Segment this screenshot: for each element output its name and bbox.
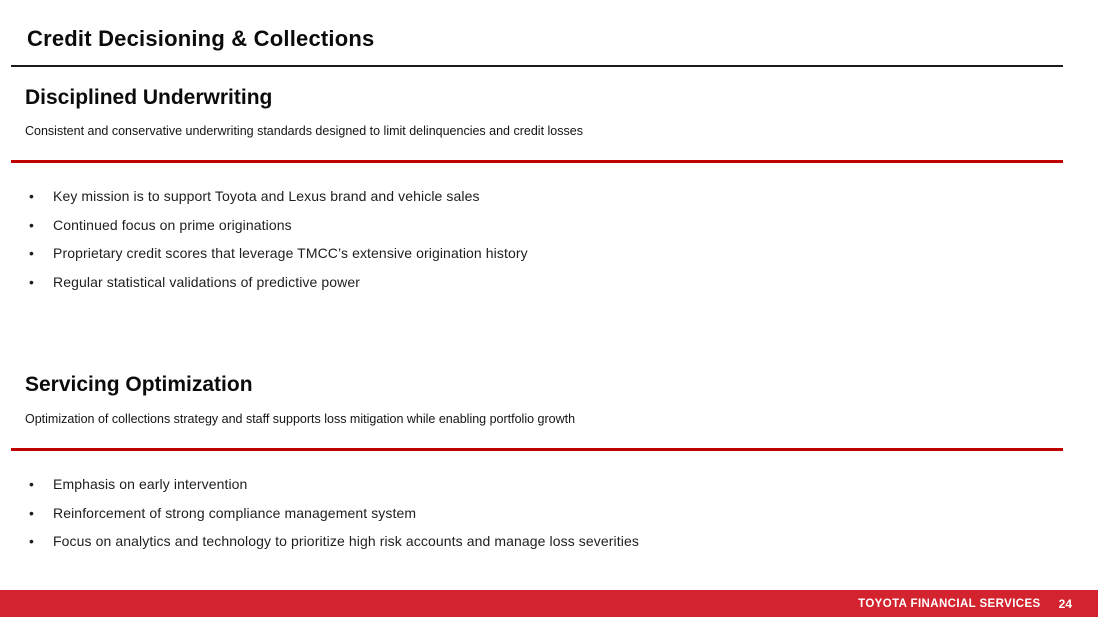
list-item: • Focus on analytics and technology to prioritize high risk accounts and manage loss severities (29, 534, 639, 548)
section-divider-red (11, 160, 1063, 163)
bullet-list-servicing (29, 477, 639, 563)
section-subtitle-servicing-optimization: Optimization of collections strategy and staff supports loss mitigation while enabling portfolio growth (25, 412, 576, 426)
list-item: • Regular statistical validations of predictive power (29, 275, 528, 289)
footer-brand: TOYOTA FINANCIAL SERVICES (858, 597, 1041, 610)
page-title: Credit Decisioning & Collections (27, 26, 375, 51)
section-subtitle-disciplined-underwriting: Consistent and conservative underwriting standards designed to limit delinquencies and credit losses (25, 124, 583, 138)
section-divider-red (11, 448, 1063, 451)
bullet-list-underwriting (29, 189, 528, 303)
section-heading-disciplined-underwriting: Disciplined Underwriting (25, 86, 273, 109)
list-item: • Reinforcement of strong compliance management system (29, 506, 639, 520)
title-divider (11, 65, 1063, 67)
list-item: • Key mission is to support Toyota and Lexus brand and vehicle sales (29, 189, 528, 203)
section-heading-servicing-optimization: Servicing Optimization (25, 373, 253, 396)
page-number: 24 (1058, 596, 1072, 611)
list-item: • Emphasis on early intervention (29, 477, 639, 491)
footer-bar (0, 590, 1098, 617)
list-item: • Continued focus on prime originations (29, 218, 528, 232)
list-item: • Proprietary credit scores that leverage TMCC’s extensive origination history (29, 246, 528, 260)
